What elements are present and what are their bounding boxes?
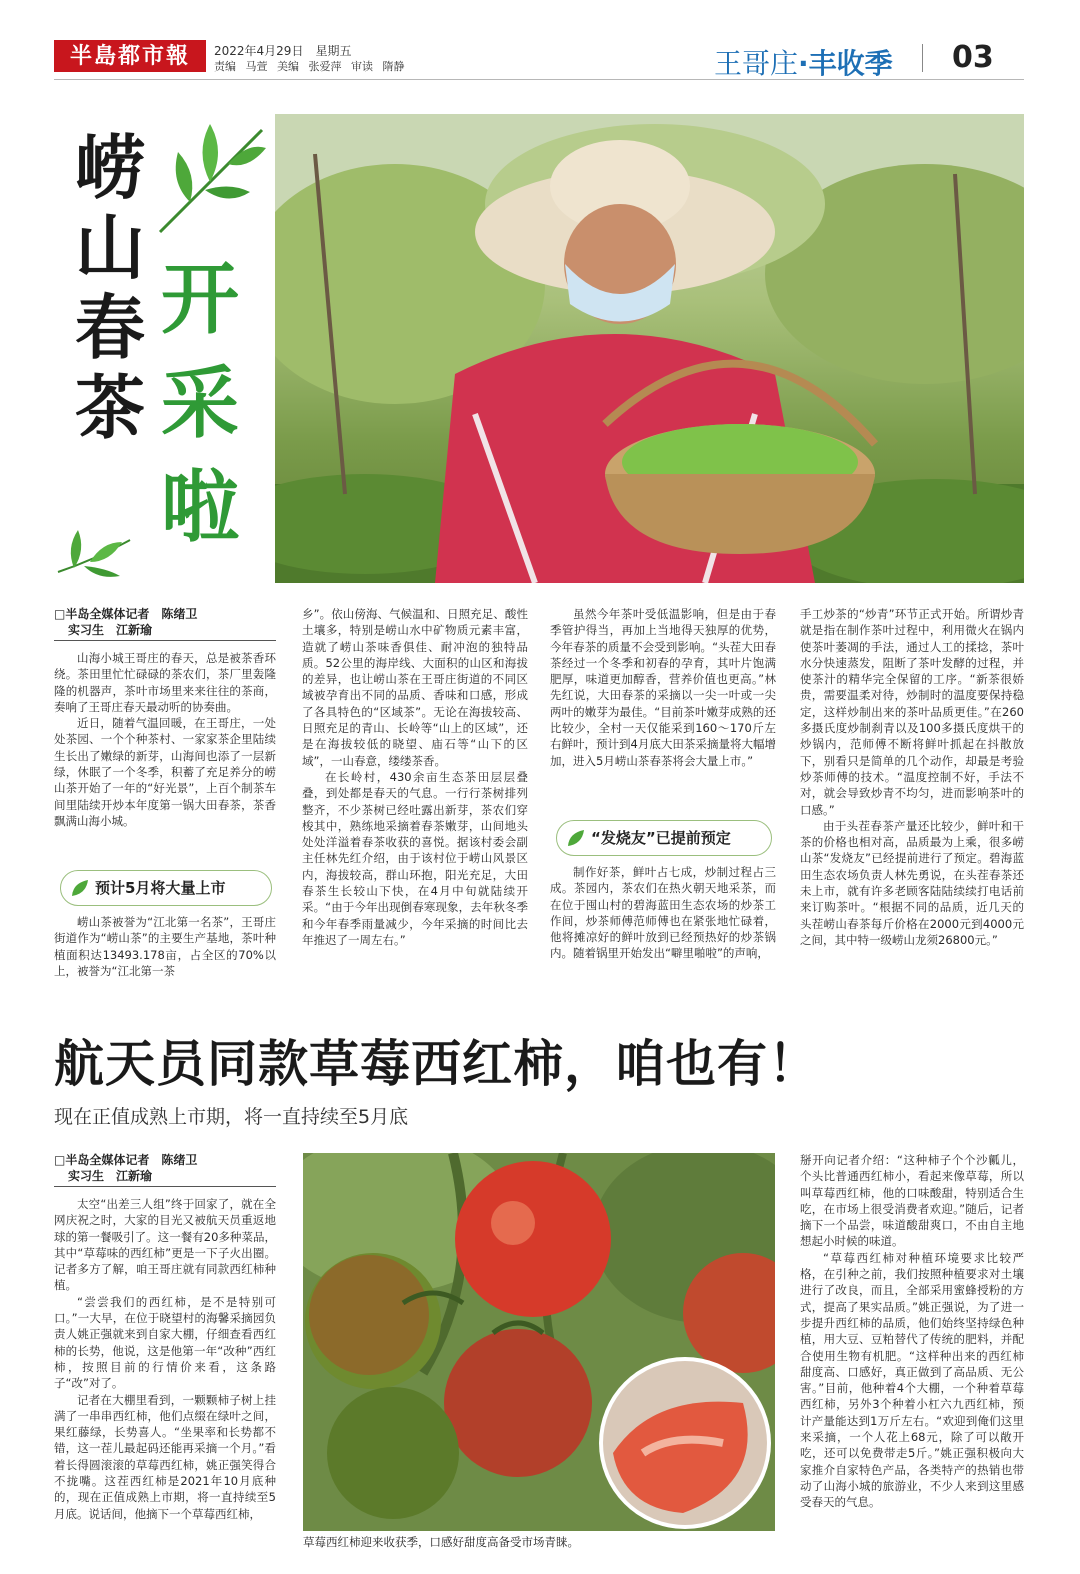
story2-paragraph: “尝尝我们的西红柿，是不是特别可口。”一大早，在位于晓望村的海馨采摘园负责人姚正强就来到自家大棚，仔细查看西红柿的长势，他说，这是他第一年“改种”西红柿，按照目前的行情价来看，这条路子“改”对了。 [54,1294,276,1391]
strawberry-tomato-photo [303,1153,775,1531]
story1-paragraph: 制作好茶，鲜叶占七成，炒制过程占三成。茶园内，茶农们在热火朝天地采茶，而在位于囤山村的碧海蓝田生态农场的炒茶工作间，炒茶师傅范师傅也在紧张地忙碌着，他将摊凉好的鲜叶放到已经预热好的炒茶锅内。随着锅里开始发出“噼里啪啦”的声响， [550,865,776,961]
tea-leaf-icon [150,112,268,242]
story2-column-3 [800,1152,1024,1546]
section-title-a: 王哥庄 [714,47,799,80]
story1-subhead-2 [556,820,772,856]
issue-date: 2022年4月29日 星期五 [214,44,352,58]
story1-column-1b [54,914,276,980]
story2-paragraph: 掰开向记者介绍：“这种柿子个个沙瓤儿，个头比普通西红柿小，看起来像草莓，所以叫草莓西红柿，他的口味酸甜，特别适合生吃，在市场上很受消费者欢迎。”随后，记者摘下一个品尝，味道酸甜爽口，不由自主地想起小时候的味道。 [800,1153,1024,1249]
story2-byline-rule [54,1186,276,1187]
section-title-b: 丰收季 [808,47,893,80]
leaf-icon [565,827,587,849]
story2-headline: 航天员同款草莓西红柿，咱也有！ [54,1035,819,1093]
story1-paragraph: 近日，随着气温回暖，在王哥庄，一处处茶园、一个个种茶村、一家家茶企里陆续生长出了嫩绿的新芽，山海间也添了一层新绿，休眠了一个冬季，积蓄了充足养分的崂山茶开始了一年的“好光景”，上百个制茶车间里陆续开炒本年度第一锅大田春茶，茶香飘满山海小城。 [54,716,276,828]
story1-column-4 [800,606,1024,980]
story2-paragraph: “草莓西红柿对种植环境要求比较严格，在引种之前，我们按照种植要求对土壤进行了改良，而且，全部采用蜜蜂授粉的方式，提高了果实品质。”姚正强说，为了进一步提升西红柿的品质，他们始终坚持绿色种植，用大豆、豆粕替代了传统的肥料，并配合使用生物有机肥。“这样种出来的西红柿甜度高、口感好，真正做到了高品质、无公害。”目前，他种着4个大棚，一个种着草莓西红柿，另外3个种着小杠六九西红柿，预计产量能达到1万斤左右。“欢迎到俺们这里来采摘，一个人花上68元，除了可以敞开吃，还可以免费带走5斤。”姚正强积极向大家推介自家特色产品，各类特产的热销也带动了山海小城的旅游业，不少人来到这里感受春天的气息。 [800,1250,1024,1510]
story1-column-2 [302,606,528,980]
story2-byline-reporter: □半岛全媒体记者 陈绪卫 [54,1153,198,1167]
photo-caption: 草莓西红柿迎来收获季，口感好甜度高备受市场青睐。 [303,1535,579,1549]
story2-paragraph: 太空“出差三人组”终于回家了，就在全网庆祝之时，大家的目光又被航天员重返地球的第一餐吸引了。这一餐有20多种菜品，其中“草莓味的西红柿”更是一下子火出圈。记者多方了解，咱王哥庄就有同款西红柿种植。 [54,1197,276,1293]
header-divider [922,44,923,72]
story1-byline-rule [54,640,276,641]
tea-picker-photo [275,114,1024,583]
story1-paragraph: 手工炒茶的“炒青”环节正式开始。所谓炒青就是指在制作茶叶过程中，利用微火在锅内使茶叶萎凋的手法，通过人工的揉捻，茶叶水分快速蒸发，阻断了茶叶发酵的过程，并使茶汁的精华完全保留的工序。“新茶很娇贵，需要温柔对待，炒制时的温度要保持稳定，这样炒制出来的茶叶品质更佳。”在260多摄氏度炒制刹青以及100多摄氏度烘干的炒锅内，范师傅不断将鲜叶抓起在抖散放下，别看只是简单的几个动作，却最是考验炒茶师傅的技术。“温度控制不好，手法不对，就会导致炒青不均匀，进而影响茶叶的口感。” [800,607,1024,817]
story2-subheadline: 现在正值成熟上市期，将一直持续至5月底 [54,1106,409,1128]
story1-paragraph: 乡”。依山傍海、气候温和、日照充足、酸性土壤多，特别是崂山水中矿物质元素丰富，造就了崂山茶味香俱佳、耐冲泡的独特品质。52公里的海岸线、大面积的山区和海拔的差异，也让崂山茶在王哥庄街道的不同区域被孕育出不同的品质、香味和口感，形成了各具特色的“区域茶”。无论在海拔较高、日照充足的青山、长岭等“山上的区域”，还是在海拔较低的晓望、庙石等“山下的区域”，一山春意，缕缕茶香。 [302,607,528,768]
newspaper-logo: 半島都市報 [54,40,206,72]
section-title-dot: · [798,47,809,80]
story1-subhead-1 [60,870,272,906]
story2-paragraph: 记者在大棚里看到，一颗颗柿子树上挂满了一串串西红柿，他们点缀在绿叶之间，果红藤绿，长势喜人。“坐果率和长势都不错，这一茬儿最起码还能再采摘一个月。”看着长得圆滚滚的草莓西红柿，姚正强笑得合不拢嘴。这茬西红柿是2021年10月底种的，现在正值成熟上市期，将一直持续至5月底。说话间，他摘下一个草莓西红柿， [54,1392,276,1521]
tea-sprig-icon [54,520,134,580]
story1-subhead-1-text: 预计5月将大量上市 [95,879,226,897]
story2-byline [54,1152,276,1184]
leaf-icon [69,877,91,899]
story1-byline-intern: 实习生 江新瑜 [68,623,153,637]
story1-byline-reporter: □半岛全媒体记者 陈绪卫 [54,607,198,621]
section-title [714,42,893,82]
story1-title-green: 开采啦 [160,254,239,553]
story1-subhead-2-text: “发烧友”已提前预定 [591,829,731,847]
story1-paragraph: 在长岭村，430余亩生态茶田层层叠叠，到处都是春天的气息。一行行茶树排列整齐，不少茶树已经吐露出新芽，茶农们穿梭其中，熟练地采摘着春茶嫩芽，山间地头处处洋溢着春茶收获的喜悦。据该村委会副主任林先红介绍，由于该村位于崂山风景区内，海拔较高，群山环抱，阳光充足，大田春茶生长较山下快，在4月中旬就陆续开采。“由于今年出现倒春寒现象，去年秋冬季和今年春季雨量减少，今年采摘的时间比去年推迟了一周左右。” [302,769,528,947]
story2-column-1 [54,1196,276,1546]
story1-byline [54,606,276,638]
story1-title-black: 崂山春茶 [75,126,145,449]
story1-column-1a [54,650,276,862]
story2-byline-intern: 实习生 江新瑜 [68,1169,153,1183]
story1-column-3b [550,864,776,980]
masthead [54,40,1024,80]
story1-paragraph: 崂山茶被誉为“江北第一名茶”，王哥庄街道作为“崂山茶”的主要生产基地，茶叶种植面积达13493.178亩，占全区的70%以上，被誉为“江北第一茶 [54,915,276,978]
story1-paragraph: 由于头茬春茶产量还比较少，鲜叶和干茶的价格也相对高，品质最为上乘，很多崂山茶“发烧友”已经提前进行了预定。碧海蓝田生态农场负责人林先勇说，在头茬春茶还未上市，就有许多老顾客陆陆续续打电话前来订购茶叶。“根据不同的品质，近几天的头茬崂山春茶每斤价格在2000元到4000元之间，其中特一级崂山龙须26800元。” [800,818,1024,947]
story1-paragraph: 虽然今年茶叶受低温影响，但是由于春季管护得当，再加上当地得天独厚的优势，今年春茶的质量不会受到影响。“头茬大田春茶经过一个冬季和初春的孕育，其叶片饱满肥厚，味道更加醇香，营养价值也更高。”林先红说，大田春茶的采摘以一尖一叶或一尖两叶的嫩芽为最佳。“目前茶叶嫩芽成熟的还比较少，全村一天仅能采到160～170斤左右鲜叶，预计到4月底大田茶采摘量将大幅增加，进入5月崂山茶春茶将会大量上市。” [550,607,776,768]
page-number: 03 [952,40,994,75]
story1-column-3a [550,606,776,810]
editor-credits: 责编 马萱 美编 张爱萍 审读 隋静 [214,60,405,73]
story1-paragraph: 山海小城王哥庄的春天，总是被茶香环绕。茶田里忙忙碌碌的茶农们，茶厂里轰隆隆的机器声，茶叶市场里来来往往的茶商，奏响了王哥庄春天最动听的协奏曲。 [54,651,276,714]
